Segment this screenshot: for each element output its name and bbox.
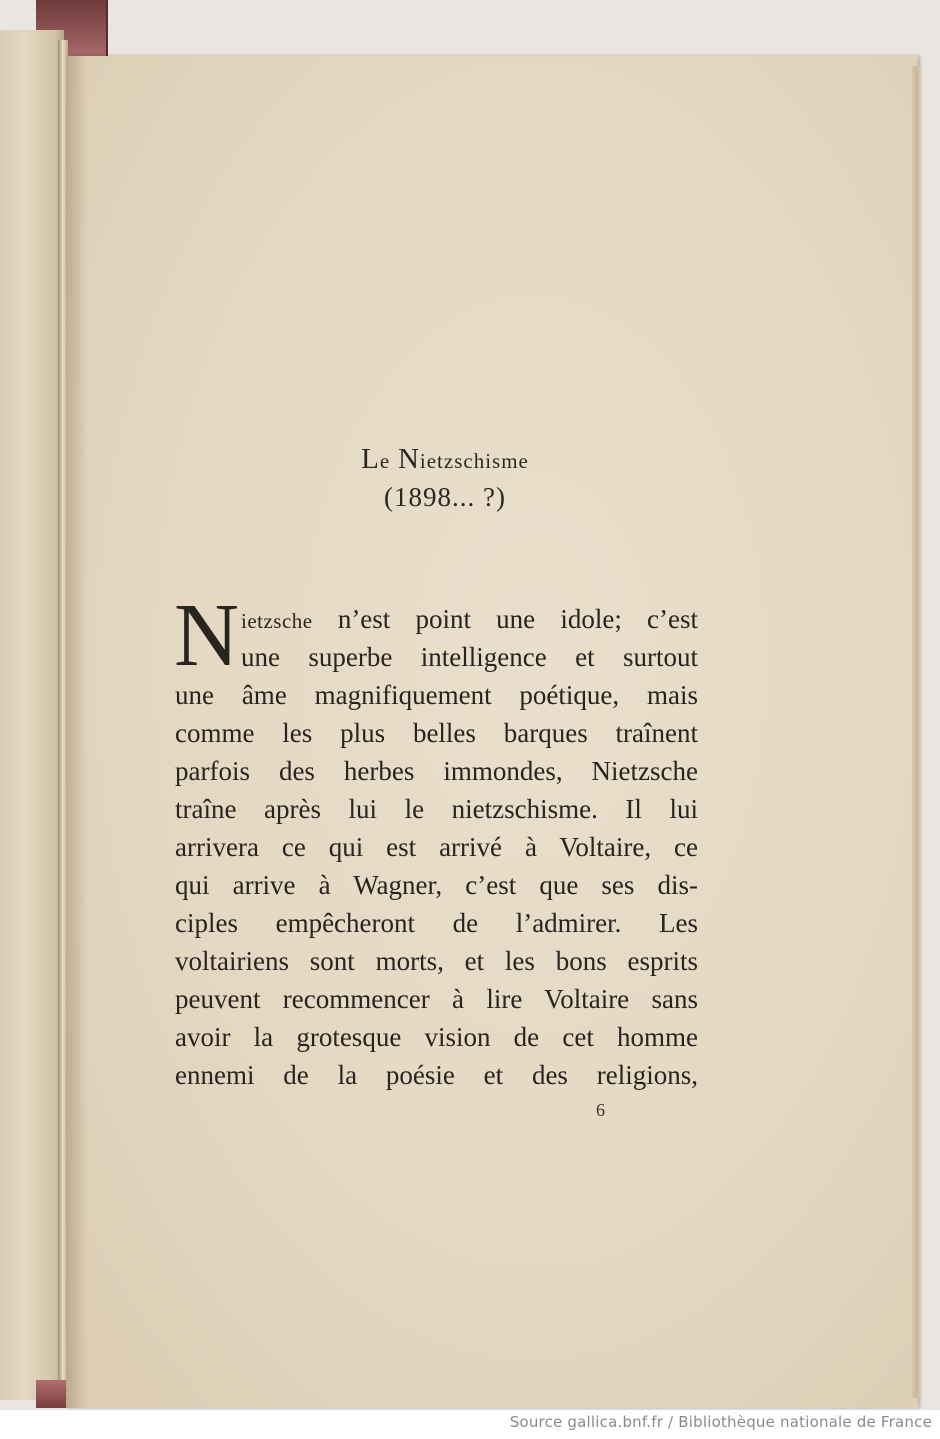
- text-line: ennemi de la poésie et des religions,: [175, 1060, 698, 1090]
- text-line: qui arrive à Wagner, c’est que ses dis-: [175, 870, 698, 900]
- text-line: comme les plus belles barques traînent: [175, 718, 698, 748]
- title-word2-initial: N: [397, 443, 420, 475]
- text-line: parfois des herbes immondes, Nietzsche: [175, 756, 698, 786]
- left-page-edge: [0, 30, 64, 1400]
- text-line: une superbe intelligence et surtout: [241, 642, 698, 672]
- page-number: 6: [596, 1100, 605, 1120]
- text-line: ciples empêcheront de l’admirer. Les: [175, 908, 698, 938]
- text-line: [241, 600, 698, 638]
- text-line: peuvent recommencer à lire Voltaire sans: [175, 984, 698, 1014]
- title-initial: L: [361, 443, 380, 475]
- text-line-rest: n’est point une idole; c’est: [312, 604, 698, 634]
- text-line: avoir la grotesque vision de cet homme: [175, 1022, 698, 1052]
- small-caps-word: ietzsche: [241, 609, 313, 633]
- text-line: arrivera ce qui est arrivé à Voltaire, ce: [175, 832, 698, 862]
- chapter-title: [230, 440, 660, 480]
- page-fore-edge: [912, 66, 922, 1398]
- text-line: voltairiens sont morts, et les bons esprits: [175, 946, 698, 976]
- title-word2-rest: ietzschisme: [419, 449, 529, 473]
- source-credit: Source gallica.bnf.fr / Bibliothèque nationale de France: [509, 1413, 932, 1431]
- page-gutter-shadow: [66, 56, 88, 1408]
- text-line: une âme magnifiquement poétique, mais: [175, 680, 698, 710]
- title-rest: e: [379, 449, 391, 473]
- drop-cap: N: [174, 586, 239, 685]
- chapter-date: (1898... ?): [384, 482, 506, 512]
- text-line: traîne après lui le nietzschisme. Il lui: [175, 794, 698, 824]
